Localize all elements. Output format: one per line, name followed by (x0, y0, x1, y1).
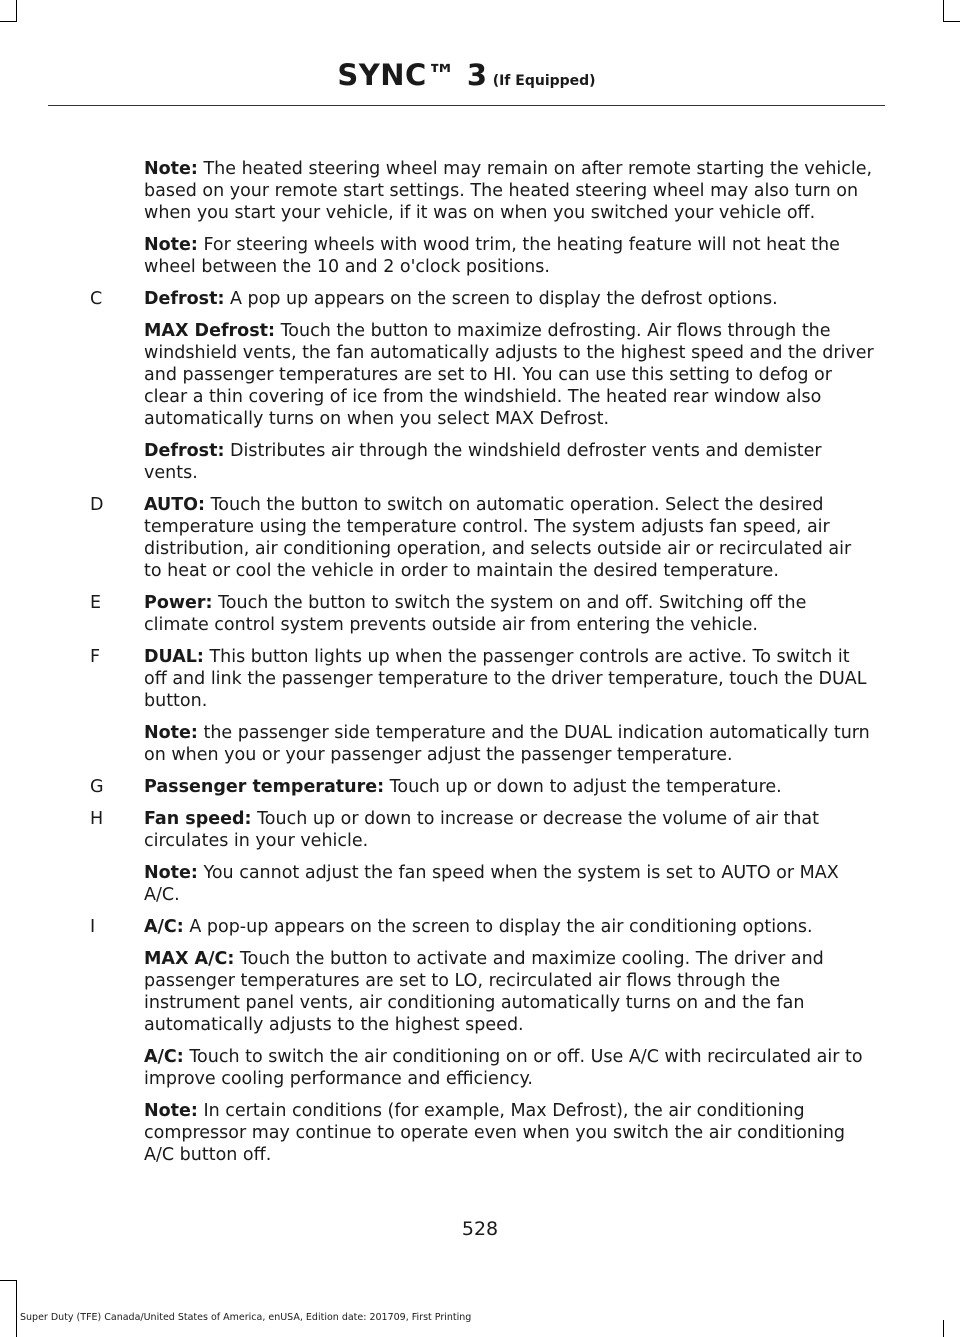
row-label: Defrost: (144, 441, 225, 461)
row-paragraph (144, 862, 874, 906)
row-label: Note: (144, 159, 198, 179)
crop-mark (943, 21, 960, 22)
header-subtitle: (If Equipped) (492, 73, 596, 89)
content-row (0, 592, 960, 636)
content-row (0, 916, 960, 938)
content-row (0, 1100, 960, 1166)
page-number: 528 (461, 1218, 499, 1240)
content-row (0, 158, 960, 224)
content-row (0, 862, 960, 906)
row-label: Passenger temperature: (144, 777, 385, 797)
row-paragraph (144, 646, 874, 712)
row-label: Note: (144, 863, 198, 883)
content-row (0, 234, 960, 278)
row-text: Touch the button to maximize defrosting. Air flows through the windshield vents, the fan automatically adjusts to the highest speed and the driver and passenger temperatures are set to HI. You can use this setting to defog or clear a thin covering of ice from the windshield. The heated rear window also automatically turns on when you select MAX Defrost. (144, 321, 874, 429)
content-row (0, 494, 960, 582)
row-letter: C (90, 289, 103, 309)
row-letter: D (90, 495, 104, 515)
row-paragraph (144, 440, 874, 484)
row-label: Defrost: (144, 289, 225, 309)
row-paragraph (144, 916, 874, 938)
crop-mark (0, 21, 17, 22)
header-title: SYNC™ 3 (337, 58, 488, 92)
row-label: Power: (144, 593, 213, 613)
content-row (0, 1046, 960, 1090)
row-text: Distributes air through the windshield defroster vents and demister vents. (144, 441, 822, 483)
row-label: DUAL: (144, 647, 204, 667)
row-label: Note: (144, 235, 198, 255)
crop-mark (0, 1280, 17, 1281)
row-paragraph (144, 1100, 874, 1166)
row-label: A/C: (144, 1047, 184, 1067)
row-paragraph (144, 234, 874, 278)
content-row (0, 776, 960, 798)
row-paragraph (144, 288, 874, 310)
row-letter: G (90, 777, 104, 797)
row-paragraph (144, 158, 874, 224)
content (0, 158, 960, 1176)
row-paragraph (144, 722, 874, 766)
row-paragraph (144, 1046, 874, 1090)
row-label: Fan speed: (144, 809, 252, 829)
row-text: Touch the button to switch on automatic operation. Select the desired temperature using the temperature control. The system adjusts fan speed, air distribution, air conditioning operation, and selects outside air or recirculated air to heat or cool the vehicle in order to maintain the desired temperature. (144, 495, 852, 581)
row-paragraph (144, 948, 874, 1036)
crop-mark (943, 1320, 944, 1337)
page-header (48, 57, 885, 106)
row-text: Touch up or down to adjust the temperature. (384, 777, 782, 797)
crop-mark (16, 1280, 17, 1337)
row-text: In certain conditions (for example, Max Defrost), the air conditioning compressor may continue to operate even when you switch the air conditioning A/C button off. (144, 1101, 846, 1165)
row-paragraph (144, 494, 874, 582)
row-text: For steering wheels with wood trim, the heating feature will not heat the wheel between the 10 and 2 o'clock positions. (144, 235, 840, 277)
row-text: The heated steering wheel may remain on after remote starting the vehicle, based on your remote start settings. The heated steering wheel may also turn on when you start your vehicle, if it was on when you switched your vehicle off. (144, 159, 873, 223)
row-letter: E (90, 593, 102, 613)
row-paragraph (144, 320, 874, 430)
row-text: Touch to switch the air conditioning on or off. Use A/C with recirculated air to improve cooling performance and efficiency. (144, 1047, 863, 1089)
row-label: A/C: (144, 917, 184, 937)
content-row (0, 722, 960, 766)
content-row (0, 646, 960, 712)
row-text: Touch the button to switch the system on and off. Switching off the climate control system prevents outside air from entering the vehicle. (144, 593, 807, 635)
row-text: the passenger side temperature and the DUAL indication automatically turn on when you or your passenger adjust the passenger temperature. (144, 723, 870, 765)
row-text: A pop up appears on the screen to display the defrost options. (224, 289, 778, 309)
content-row (0, 288, 960, 310)
crop-mark (16, 0, 17, 22)
row-text: A pop-up appears on the screen to display the air conditioning options. (183, 917, 813, 937)
row-letter: F (90, 647, 101, 667)
row-text: You cannot adjust the fan speed when the system is set to AUTO or MAX A/C. (144, 863, 839, 905)
row-paragraph (144, 592, 874, 636)
row-label: MAX Defrost: (144, 321, 275, 341)
footer-text: Super Duty (TFE) Canada/United States of America, enUSA, Edition date: 201709, First Printing (20, 1312, 472, 1323)
row-label: MAX A/C: (144, 949, 235, 969)
row-label: AUTO: (144, 495, 206, 515)
row-text: Touch the button to activate and maximize cooling. The driver and passenger temperatures are set to LO, recirculated air flows through the instrument panel vents, air conditioning automatically turns on and the fan automatically adjusts to the highest speed. (144, 949, 824, 1035)
content-row (0, 440, 960, 484)
row-text: Touch up or down to increase or decrease the volume of air that circulates in your vehicle. (144, 809, 820, 851)
content-row (0, 948, 960, 1036)
row-paragraph (144, 808, 874, 852)
row-paragraph (144, 776, 874, 798)
content-row (0, 320, 960, 430)
row-text: This button lights up when the passenger controls are active. To switch it off and link the passenger temperature to the driver temperature, touch the DUAL button. (144, 647, 867, 711)
crop-mark (943, 0, 944, 22)
content-row (0, 808, 960, 852)
row-letter: H (90, 809, 104, 829)
row-letter: I (90, 917, 96, 937)
row-label: Note: (144, 1101, 198, 1121)
row-label: Note: (144, 723, 198, 743)
